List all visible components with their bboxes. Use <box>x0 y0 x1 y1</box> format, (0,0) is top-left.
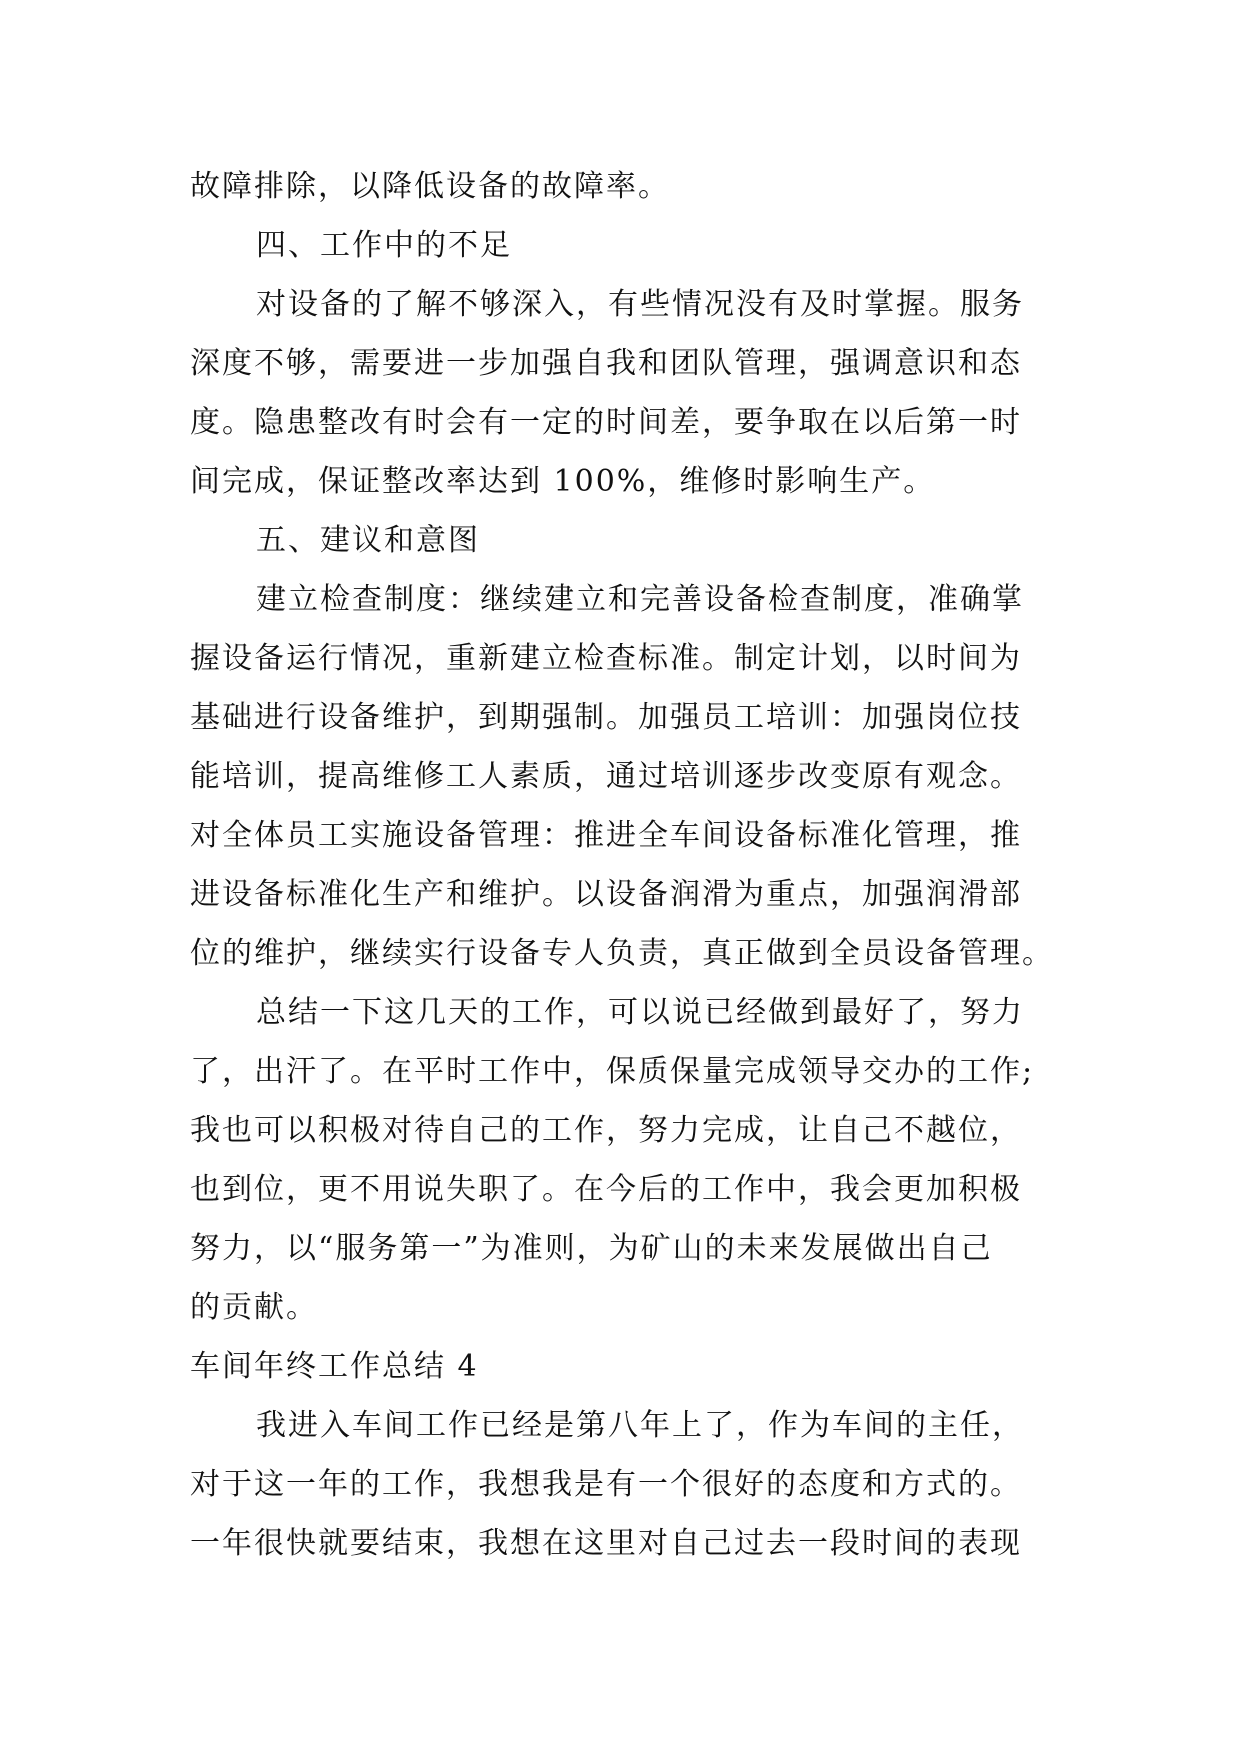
text-line: 握设备运行情况，重新建立检查标准。制定计划，以时间为 <box>190 641 1022 676</box>
document-section-title: 车间年终工作总结 4 <box>190 1349 479 1384</box>
text-line: 我进入车间工作已经是第八年上了，作为车间的主任， <box>256 1408 1024 1443</box>
text-line: 间完成，保证整改率达到 100%，维修时影响生产。 <box>190 464 936 499</box>
text-line: 的贡献。 <box>190 1290 318 1325</box>
document-body <box>190 157 1070 1573</box>
section-heading-suggestions: 五、建议和意图 <box>256 523 480 558</box>
text-line: 进设备标准化生产和维护。以设备润滑为重点，加强润滑部 <box>190 877 1022 912</box>
text-line: 了，出汗了。在平时工作中，保质保量完成领导交办的工作; <box>190 1054 1035 1089</box>
text-line: 建立检查制度：继续建立和完善设备检查制度，准确掌 <box>256 582 1024 617</box>
text-line: 度。隐患整改有时会有一定的时间差，要争取在以后第一时 <box>190 405 1022 440</box>
text-line: 对设备的了解不够深入，有些情况没有及时掌握。服务 <box>256 287 1024 322</box>
text-line: 位的维护，继续实行设备专人负责，真正做到全员设备管理。 <box>190 936 1054 971</box>
text-line: 我也可以积极对待自己的工作，努力完成，让自己不越位， <box>190 1113 1022 1148</box>
text-line: 努力，以“服务第一”为准则，为矿山的未来发展做出自己 <box>190 1231 993 1266</box>
text-line: 总结一下这几天的工作，可以说已经做到最好了，努力 <box>256 995 1024 1030</box>
text-line: 能培训，提高维修工人素质，通过培训逐步改变原有观念。 <box>190 759 1022 794</box>
section-heading-shortcomings: 四、工作中的不足 <box>256 228 512 263</box>
text-line: 基础进行设备维护，到期强制。加强员工培训：加强岗位技 <box>190 700 1022 735</box>
text-line: 对于这一年的工作，我想我是有一个很好的态度和方式的。 <box>190 1467 1022 1502</box>
text-line: 深度不够，需要进一步加强自我和团队管理，强调意识和态 <box>190 346 1022 381</box>
text-line: 对全体员工实施设备管理：推进全车间设备标准化管理，推 <box>190 818 1022 853</box>
text-line: 故障排除，以降低设备的故障率。 <box>190 169 670 204</box>
text-line: 也到位，更不用说失职了。在今后的工作中，我会更加积极 <box>190 1172 1022 1207</box>
text-line: 一年很快就要结束，我想在这里对自己过去一段时间的表现 <box>190 1526 1022 1561</box>
